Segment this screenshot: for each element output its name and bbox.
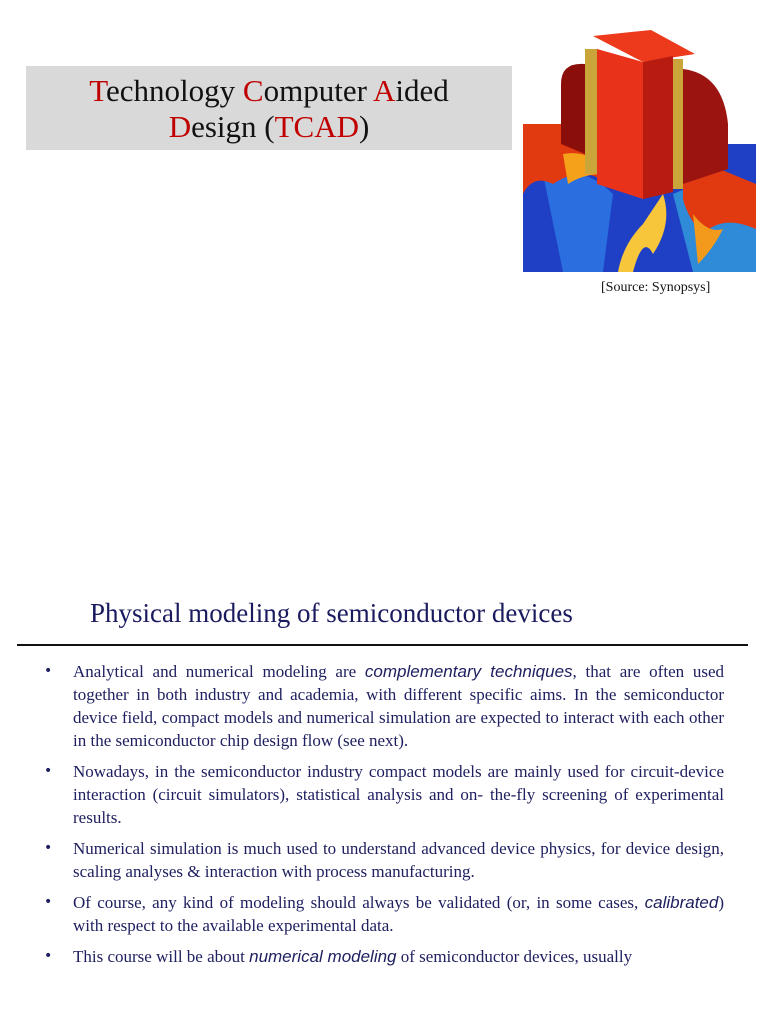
title-abbreviation: TCAD bbox=[274, 109, 359, 144]
bullet-emphasis: numerical modeling bbox=[249, 947, 397, 966]
bullet-item bbox=[40, 760, 724, 829]
bullet-text: Nowadays, in the semiconductor industry compact models are mainly used for circuit-device interaction (circuit simulators), statistical analysis and on- the-fly screening of experimental results. bbox=[73, 762, 724, 827]
title-text: ided bbox=[395, 73, 449, 108]
title-initial-c: C bbox=[242, 73, 264, 108]
bullet-text: ) with respect to the available experimental data. bbox=[73, 893, 724, 935]
figure-source-caption: [Source: Synopsys] bbox=[601, 280, 711, 295]
bullet-item bbox=[40, 660, 724, 752]
title-text: esign ( bbox=[191, 109, 275, 144]
bullet-icon: • bbox=[44, 663, 53, 679]
transistor-3d-illustration bbox=[523, 24, 756, 272]
bullet-item bbox=[40, 891, 724, 937]
bullet-text: Numerical simulation is much used to understand advanced device physics, for device design, scaling analyses & interaction with process manufacturing. bbox=[73, 839, 724, 881]
heading-divider bbox=[17, 644, 748, 646]
section-heading: Physical modeling of semiconductor devices bbox=[90, 598, 573, 628]
bullet-emphasis: calibrated bbox=[644, 893, 719, 912]
bullet-item bbox=[40, 837, 724, 883]
bullet-icon: • bbox=[44, 948, 53, 964]
title-text: ) bbox=[358, 109, 370, 144]
slide-title bbox=[26, 66, 512, 150]
bullet-icon: • bbox=[44, 894, 53, 910]
bullet-text: Analytical and numerical modeling are bbox=[73, 662, 365, 681]
gate-spacer bbox=[683, 69, 728, 184]
title-text: echnology bbox=[106, 73, 243, 108]
bullet-text: This course will be about bbox=[73, 947, 250, 966]
bullet-text: of semiconductor devices, usually bbox=[396, 947, 633, 966]
title-initial-t: T bbox=[89, 73, 107, 108]
gate-side bbox=[643, 56, 673, 199]
bullet-text: Of course, any kind of modeling should always be validated (or, in some cases, bbox=[73, 893, 645, 912]
bullet-text: , that are often used together in both industry and academia, with different specific aims. In the semiconductor device field, compact models and numerical simulation are expected to interact with each other in the semiconductor chip design flow (see next). bbox=[73, 662, 724, 750]
title-initial-d: D bbox=[168, 109, 192, 144]
bullet-list bbox=[40, 660, 724, 976]
bullet-icon: • bbox=[44, 840, 53, 856]
title-text: omputer bbox=[263, 73, 373, 108]
bullet-icon: • bbox=[44, 763, 53, 779]
title-initial-a: A bbox=[372, 73, 396, 108]
gate-front bbox=[597, 49, 643, 199]
gate-liner bbox=[585, 49, 597, 174]
bullet-item bbox=[40, 945, 724, 968]
bullet-emphasis: complementary techniques bbox=[364, 662, 573, 681]
gate-spacer bbox=[561, 64, 585, 154]
